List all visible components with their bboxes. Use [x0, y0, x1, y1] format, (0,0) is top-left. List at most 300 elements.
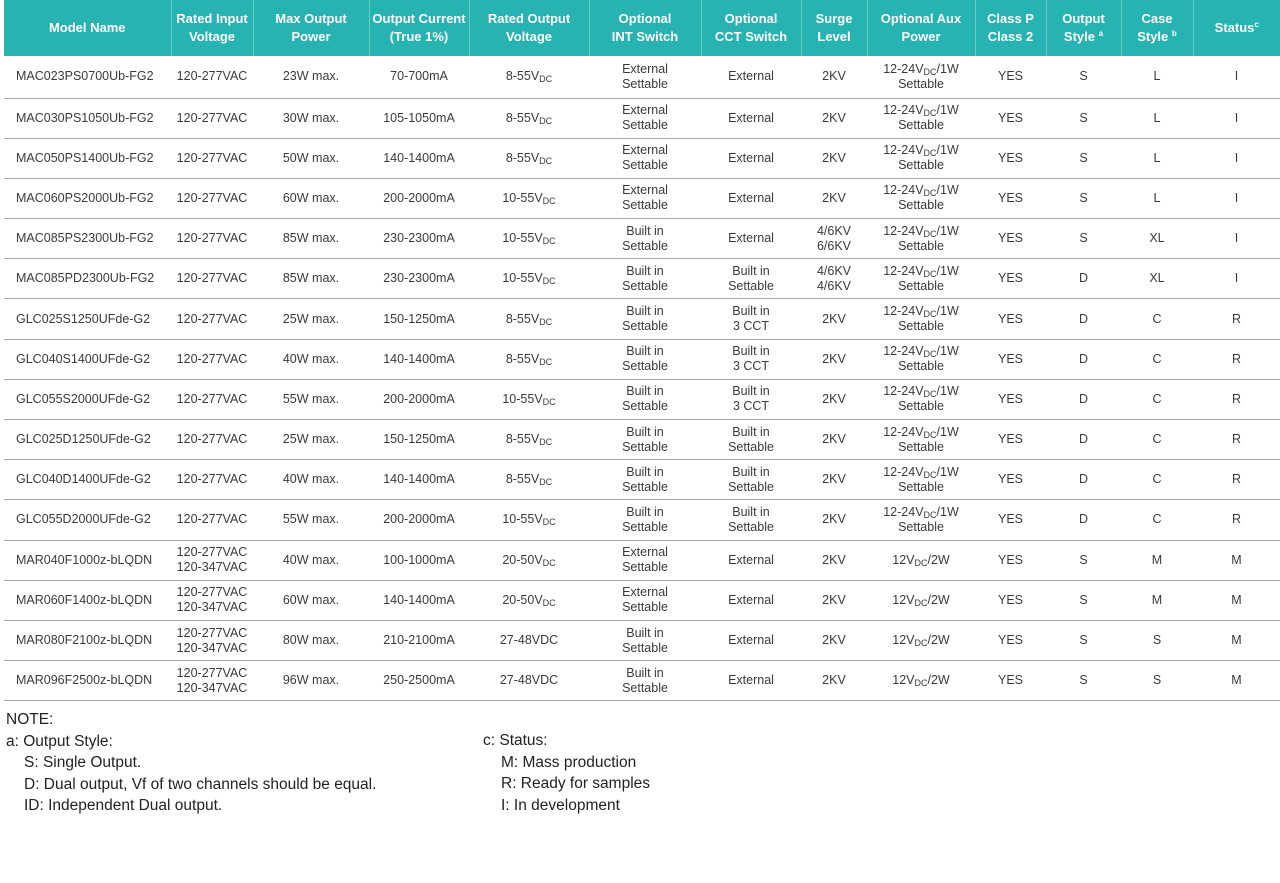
cell-model-name: MAC085PD2300Ub-FG2	[4, 259, 171, 299]
cell-surge-level	[801, 500, 867, 540]
cell-model-name: GLC025S1250UFde-G2	[4, 299, 171, 339]
cell-int-switch-line: External	[622, 143, 668, 158]
cell-surge-level	[801, 138, 867, 178]
column-header-optional-aux-power	[867, 0, 975, 56]
cell-input-voltage	[171, 379, 253, 419]
aux-voltage: 12-24V	[883, 344, 924, 359]
cell-cct-switch	[701, 259, 801, 299]
cell-class-p: YES	[975, 56, 1046, 98]
column-header-line: Case	[1141, 11, 1173, 26]
cell-aux-power	[867, 460, 975, 500]
cell-output-voltage	[469, 98, 589, 138]
cell-output-style: D	[1046, 259, 1121, 299]
column-header-line: Optional Aux	[880, 11, 962, 26]
cell-surge-level-line: 4/6KV	[816, 278, 852, 293]
output-style-title: a: Output Style:	[6, 732, 113, 750]
cell-int-switch-line: Built in	[626, 625, 664, 640]
voltage-value: 10-55V	[502, 190, 543, 205]
cell-model-name: MAC030PS1050Ub-FG2	[4, 98, 171, 138]
column-header-surge-level	[801, 0, 867, 56]
cell-output-style: D	[1046, 460, 1121, 500]
cell-surge-level	[801, 56, 867, 98]
cell-int-switch	[589, 259, 701, 299]
aux-voltage-unit: DC	[914, 597, 928, 608]
cell-surge-level	[801, 259, 867, 299]
aux-voltage: 12-24V	[883, 464, 924, 479]
aux-power-line	[869, 183, 973, 198]
column-header-line-wrap	[1049, 28, 1119, 46]
cell-surge-level-line: 4/6KV	[816, 223, 852, 238]
voltage-value: 8-55V	[505, 351, 540, 366]
column-header-output-current	[369, 0, 469, 56]
cell-cct-switch-line: Settable	[728, 439, 774, 454]
cell-input-voltage-line: 120-277VAC	[176, 665, 248, 680]
status-item: R: Ready for samples	[501, 775, 651, 792]
cell-int-switch	[589, 178, 701, 218]
cell-output-voltage	[469, 259, 589, 299]
cell-model-name: MAR040F1000z-bLQDN	[4, 540, 171, 580]
cell-max-power: 55W max.	[253, 379, 369, 419]
footnote-marker: b	[1171, 29, 1177, 38]
cell-surge-level	[801, 580, 867, 620]
cell-int-switch-line: Settable	[622, 319, 668, 334]
cell-cct-switch-line: External	[728, 69, 774, 84]
aux-voltage: 12V	[892, 633, 915, 648]
cell-max-power: 40W max.	[253, 540, 369, 580]
voltage-value: 10-55V	[502, 512, 543, 527]
cell-input-voltage	[171, 138, 253, 178]
cell-output-current: 200-2000mA	[369, 379, 469, 419]
cell-cct-switch-line: External	[728, 673, 774, 688]
aux-wattage: /1W	[936, 504, 959, 519]
cell-int-switch-line: Settable	[622, 680, 668, 695]
column-header-line: Optional	[724, 11, 778, 26]
cell-aux-power	[867, 299, 975, 339]
cell-int-switch-line: Settable	[622, 278, 668, 293]
cell-max-power: 85W max.	[253, 219, 369, 259]
cell-int-switch	[589, 420, 701, 460]
cell-input-voltage	[171, 460, 253, 500]
aux-voltage-unit: DC	[923, 188, 937, 199]
cell-cct-switch-line: Settable	[728, 278, 774, 293]
table-row	[4, 138, 1280, 178]
cell-input-voltage	[171, 56, 253, 98]
cell-class-p: YES	[975, 339, 1046, 379]
cell-cct-switch-line: Built in	[732, 384, 770, 399]
cell-class-p: YES	[975, 620, 1046, 660]
cell-input-voltage-line: 120-277VAC	[176, 351, 248, 366]
cell-int-switch-line: Settable	[622, 359, 668, 374]
cell-output-current: 100-1000mA	[369, 540, 469, 580]
aux-power-line: Settable	[898, 479, 944, 494]
cell-class-p: YES	[975, 219, 1046, 259]
cell-status: I	[1193, 259, 1280, 299]
cell-int-switch-line: Settable	[622, 439, 668, 454]
cell-aux-power	[867, 540, 975, 580]
cell-case-style: S	[1121, 661, 1193, 701]
cell-int-switch-line: Settable	[622, 640, 668, 655]
header-row	[4, 0, 1280, 56]
voltage-value: 20-50V	[502, 592, 543, 607]
cell-model-name: GLC025D1250UFde-G2	[4, 420, 171, 460]
cell-output-current: 150-1250mA	[369, 299, 469, 339]
aux-voltage: 12-24V	[883, 304, 924, 319]
cell-input-voltage-line: 120-277VAC	[176, 391, 248, 406]
column-header-line: Level	[817, 29, 851, 44]
table-row	[4, 540, 1280, 580]
cell-surge-level-line: 4/6KV	[816, 263, 852, 278]
cell-int-switch	[589, 299, 701, 339]
cell-aux-power	[867, 500, 975, 540]
cell-cct-switch-line: Built in	[732, 424, 770, 439]
cell-output-style: S	[1046, 56, 1121, 98]
aux-voltage: 12-24V	[883, 424, 924, 439]
cell-class-p: YES	[975, 460, 1046, 500]
cell-status: R	[1193, 420, 1280, 460]
voltage-unit: DC	[542, 276, 556, 287]
cell-int-switch	[589, 339, 701, 379]
column-header-line: Model Name	[48, 20, 126, 35]
cell-cct-switch-line: Built in	[732, 304, 770, 319]
aux-power-line	[869, 62, 973, 77]
cell-output-voltage	[469, 661, 589, 701]
cell-input-voltage-line: 120-277VAC	[176, 472, 248, 487]
cell-int-switch-line: Settable	[622, 198, 668, 213]
cell-cct-switch	[701, 580, 801, 620]
cell-cct-switch-line: Built in	[732, 504, 770, 519]
cell-cct-switch-line: Built in	[732, 344, 770, 359]
column-header-line-wrap	[1124, 28, 1191, 46]
cell-aux-power	[867, 178, 975, 218]
cell-int-switch-line: Settable	[622, 158, 668, 173]
cell-input-voltage-line: 120-277VAC	[176, 432, 248, 447]
cell-cct-switch	[701, 299, 801, 339]
cell-class-p: YES	[975, 98, 1046, 138]
column-header-rated-input-voltage	[171, 0, 253, 56]
cell-model-name: MAR060F1400z-bLQDN	[4, 580, 171, 620]
cell-surge-level-line: 2KV	[822, 150, 846, 165]
aux-wattage: /1W	[936, 183, 959, 198]
cell-input-voltage-line: 120-277VAC	[176, 150, 248, 165]
cell-output-current: 70-700mA	[369, 56, 469, 98]
aux-power-line: Settable	[898, 439, 944, 454]
cell-cct-switch	[701, 620, 801, 660]
cell-output-voltage	[469, 178, 589, 218]
column-header-line: INT Switch	[611, 29, 679, 44]
column-header-line: Class P	[987, 11, 1034, 26]
column-header-model-name	[4, 0, 171, 56]
cell-surge-level	[801, 460, 867, 500]
column-header-line: Max Output	[275, 11, 347, 26]
cell-output-current: 140-1400mA	[369, 460, 469, 500]
aux-voltage: 12-24V	[883, 183, 924, 198]
cell-cct-switch-line: Settable	[728, 479, 774, 494]
cell-cct-switch-line: External	[728, 552, 774, 567]
cell-output-voltage	[469, 379, 589, 419]
aux-power-line	[869, 465, 973, 480]
cell-case-style: M	[1121, 580, 1193, 620]
cell-surge-level	[801, 661, 867, 701]
cell-input-voltage	[171, 219, 253, 259]
cell-class-p: YES	[975, 259, 1046, 299]
table-body	[4, 56, 1280, 701]
aux-wattage: /1W	[936, 263, 959, 278]
cell-cct-switch	[701, 98, 801, 138]
cell-input-voltage-line: 120-347VAC	[176, 560, 248, 575]
cell-model-name: GLC055D2000UFde-G2	[4, 500, 171, 540]
voltage-unit: DC	[542, 195, 556, 206]
column-header-line: Style	[1137, 29, 1169, 44]
voltage-unit: DC	[542, 236, 556, 247]
cell-output-voltage	[469, 138, 589, 178]
cell-input-voltage	[171, 661, 253, 701]
aux-voltage-unit: DC	[923, 228, 937, 239]
cell-input-voltage-line: 120-277VAC	[176, 625, 248, 640]
cell-aux-power	[867, 620, 975, 660]
column-header-line: (True 1%)	[389, 29, 449, 44]
spec-table	[4, 0, 1280, 701]
aux-voltage: 12V	[892, 552, 915, 567]
cell-int-switch-line: Settable	[622, 519, 668, 534]
cell-output-voltage	[469, 56, 589, 98]
cell-cct-switch-line: 3 CCT	[732, 359, 770, 374]
cell-int-switch-line: External	[622, 585, 668, 600]
aux-power-line	[869, 224, 973, 239]
cell-cct-switch-line: Built in	[732, 263, 770, 278]
cell-status: I	[1193, 98, 1280, 138]
cell-output-style: S	[1046, 98, 1121, 138]
cell-max-power: 25W max.	[253, 420, 369, 460]
aux-power-line	[869, 505, 973, 520]
column-header-output-style	[1046, 0, 1121, 56]
aux-power-line	[869, 673, 973, 688]
voltage-unit: DC	[539, 316, 553, 327]
cell-int-switch-line: External	[622, 103, 668, 118]
cell-int-switch	[589, 661, 701, 701]
footnote-marker: c	[1254, 20, 1259, 29]
cell-max-power: 80W max.	[253, 620, 369, 660]
cell-int-switch-line: Settable	[622, 479, 668, 494]
column-header-class-p-class-2	[975, 0, 1046, 56]
cell-case-style: L	[1121, 138, 1193, 178]
aux-power-line: Settable	[898, 198, 944, 213]
cell-model-name: MAC060PS2000Ub-FG2	[4, 178, 171, 218]
cell-input-voltage	[171, 299, 253, 339]
cell-output-voltage	[469, 620, 589, 660]
cell-output-voltage	[469, 580, 589, 620]
cell-aux-power	[867, 259, 975, 299]
aux-power-line: Settable	[898, 359, 944, 374]
cell-surge-level	[801, 420, 867, 460]
column-header-optional-cct-switch	[701, 0, 801, 56]
voltage-value: 8-55V	[505, 110, 540, 125]
cell-int-switch-line: Built in	[626, 223, 664, 238]
voltage-unit: DC	[539, 115, 553, 126]
cell-cct-switch-line: 3 CCT	[732, 399, 770, 414]
cell-output-style: S	[1046, 540, 1121, 580]
column-header-line: Output	[1062, 11, 1105, 26]
cell-surge-level	[801, 620, 867, 660]
aux-voltage: 12-24V	[883, 263, 924, 278]
cell-class-p: YES	[975, 299, 1046, 339]
column-header-rated-output-voltage	[469, 0, 589, 56]
cell-status: R	[1193, 379, 1280, 419]
cell-input-voltage-line: 120-277VAC	[176, 545, 248, 560]
cell-int-switch-line: Settable	[622, 600, 668, 615]
column-header-status	[1193, 0, 1280, 56]
cell-aux-power	[867, 339, 975, 379]
cell-output-style: S	[1046, 178, 1121, 218]
column-header-line: Voltage	[506, 29, 552, 44]
cell-class-p: YES	[975, 500, 1046, 540]
notes-heading: NOTE:	[6, 711, 54, 728]
aux-wattage: /2W	[927, 592, 950, 607]
cell-output-style: S	[1046, 219, 1121, 259]
cell-case-style: L	[1121, 98, 1193, 138]
cell-int-switch-line: External	[622, 183, 668, 198]
voltage-unit: DC	[542, 557, 556, 568]
voltage-unit: DC	[539, 74, 553, 85]
cell-cct-switch	[701, 219, 801, 259]
cell-input-voltage-line: 120-347VAC	[176, 600, 248, 615]
aux-wattage: /1W	[936, 223, 959, 238]
cell-model-name: MAR096F2500z-bLQDN	[4, 661, 171, 701]
status-item: I: In development	[501, 796, 620, 814]
cell-model-name: MAC023PS0700Ub-FG2	[4, 56, 171, 98]
aux-wattage: /1W	[936, 384, 959, 399]
cell-class-p: YES	[975, 661, 1046, 701]
cell-cct-switch	[701, 339, 801, 379]
cell-status: R	[1193, 500, 1280, 540]
cell-output-current: 230-2300mA	[369, 219, 469, 259]
aux-power-line	[869, 633, 973, 648]
cell-status: I	[1193, 219, 1280, 259]
column-header-line: Status	[1214, 20, 1255, 35]
cell-class-p: YES	[975, 379, 1046, 419]
cell-int-switch-line: Settable	[622, 76, 668, 91]
aux-wattage: /1W	[936, 424, 959, 439]
aux-voltage-unit: DC	[923, 309, 937, 320]
cell-cct-switch-line: Settable	[728, 519, 774, 534]
cell-surge-level	[801, 98, 867, 138]
column-header-case-style	[1121, 0, 1193, 56]
cell-input-voltage	[171, 98, 253, 138]
cell-case-style: L	[1121, 56, 1193, 98]
cell-case-style: C	[1121, 379, 1193, 419]
voltage-value: 8-55V	[505, 432, 540, 447]
table-header	[4, 0, 1280, 56]
cell-aux-power	[867, 379, 975, 419]
aux-voltage-unit: DC	[923, 429, 937, 440]
column-header-max-output-power	[253, 0, 369, 56]
cell-status: M	[1193, 620, 1280, 660]
voltage-unit: DC	[542, 396, 556, 407]
cell-surge-level	[801, 379, 867, 419]
cell-case-style: XL	[1121, 259, 1193, 299]
table-row	[4, 620, 1280, 660]
cell-case-style: L	[1121, 178, 1193, 218]
cell-surge-level	[801, 178, 867, 218]
cell-int-switch-line: Settable	[622, 560, 668, 575]
cell-output-voltage	[469, 339, 589, 379]
aux-voltage-unit: DC	[923, 66, 937, 77]
cell-surge-level-line: 2KV	[822, 110, 846, 125]
table-row	[4, 56, 1280, 98]
table-row	[4, 98, 1280, 138]
column-header-line: Rated Output	[487, 11, 571, 26]
cell-int-switch-line: External	[622, 545, 668, 560]
cell-surge-level	[801, 299, 867, 339]
cell-int-switch	[589, 98, 701, 138]
cell-int-switch	[589, 219, 701, 259]
cell-int-switch-line: Built in	[626, 665, 664, 680]
aux-voltage-unit: DC	[923, 509, 937, 520]
cell-output-style: D	[1046, 420, 1121, 460]
aux-voltage: 12-24V	[883, 384, 924, 399]
voltage-value: 8-55V	[505, 311, 540, 326]
table-row	[4, 379, 1280, 419]
cell-input-voltage	[171, 178, 253, 218]
cell-int-switch-line: Settable	[622, 118, 668, 133]
cell-model-name: GLC040S1400UFde-G2	[4, 339, 171, 379]
aux-power-line: Settable	[898, 76, 944, 91]
aux-power-line	[869, 384, 973, 399]
column-header-line: CCT Switch	[714, 29, 788, 44]
aux-voltage-unit: DC	[923, 108, 937, 119]
output-style-item: ID: Independent Dual output.	[24, 797, 223, 814]
aux-voltage-unit: DC	[914, 678, 928, 689]
cell-status: I	[1193, 138, 1280, 178]
aux-power-line: Settable	[898, 319, 944, 334]
cell-output-current: 230-2300mA	[369, 259, 469, 299]
aux-power-line: Settable	[898, 519, 944, 534]
cell-status: R	[1193, 460, 1280, 500]
cell-surge-level	[801, 540, 867, 580]
cell-input-voltage	[171, 420, 253, 460]
cell-cct-switch-line: External	[728, 231, 774, 246]
aux-voltage: 12-24V	[883, 143, 924, 158]
cell-surge-level-line: 2KV	[822, 512, 846, 527]
voltage-value: 27-48VDC	[499, 633, 559, 648]
column-header-line: Surge	[815, 11, 853, 26]
cell-output-voltage	[469, 460, 589, 500]
cell-status: R	[1193, 299, 1280, 339]
cell-cct-switch-line: External	[728, 150, 774, 165]
aux-voltage-unit: DC	[923, 469, 937, 480]
cell-output-voltage	[469, 420, 589, 460]
cell-case-style: C	[1121, 299, 1193, 339]
cell-int-switch-line: Settable	[622, 399, 668, 414]
voltage-unit: DC	[539, 155, 553, 166]
cell-output-style: D	[1046, 379, 1121, 419]
cell-class-p: YES	[975, 138, 1046, 178]
cell-class-p: YES	[975, 580, 1046, 620]
aux-voltage: 12-24V	[883, 504, 924, 519]
cell-case-style: C	[1121, 500, 1193, 540]
column-header-optional-int-switch	[589, 0, 701, 56]
aux-power-line: Settable	[898, 238, 944, 253]
notes-section	[6, 709, 466, 817]
cell-cct-switch-line: 3 CCT	[732, 319, 770, 334]
aux-voltage: 12V	[892, 673, 915, 688]
aux-power-line: Settable	[898, 158, 944, 173]
cell-cct-switch	[701, 661, 801, 701]
cell-surge-level	[801, 219, 867, 259]
cell-max-power: 50W max.	[253, 138, 369, 178]
cell-output-current: 105-1050mA	[369, 98, 469, 138]
cell-input-voltage-line: 120-277VAC	[176, 190, 248, 205]
cell-max-power: 96W max.	[253, 661, 369, 701]
